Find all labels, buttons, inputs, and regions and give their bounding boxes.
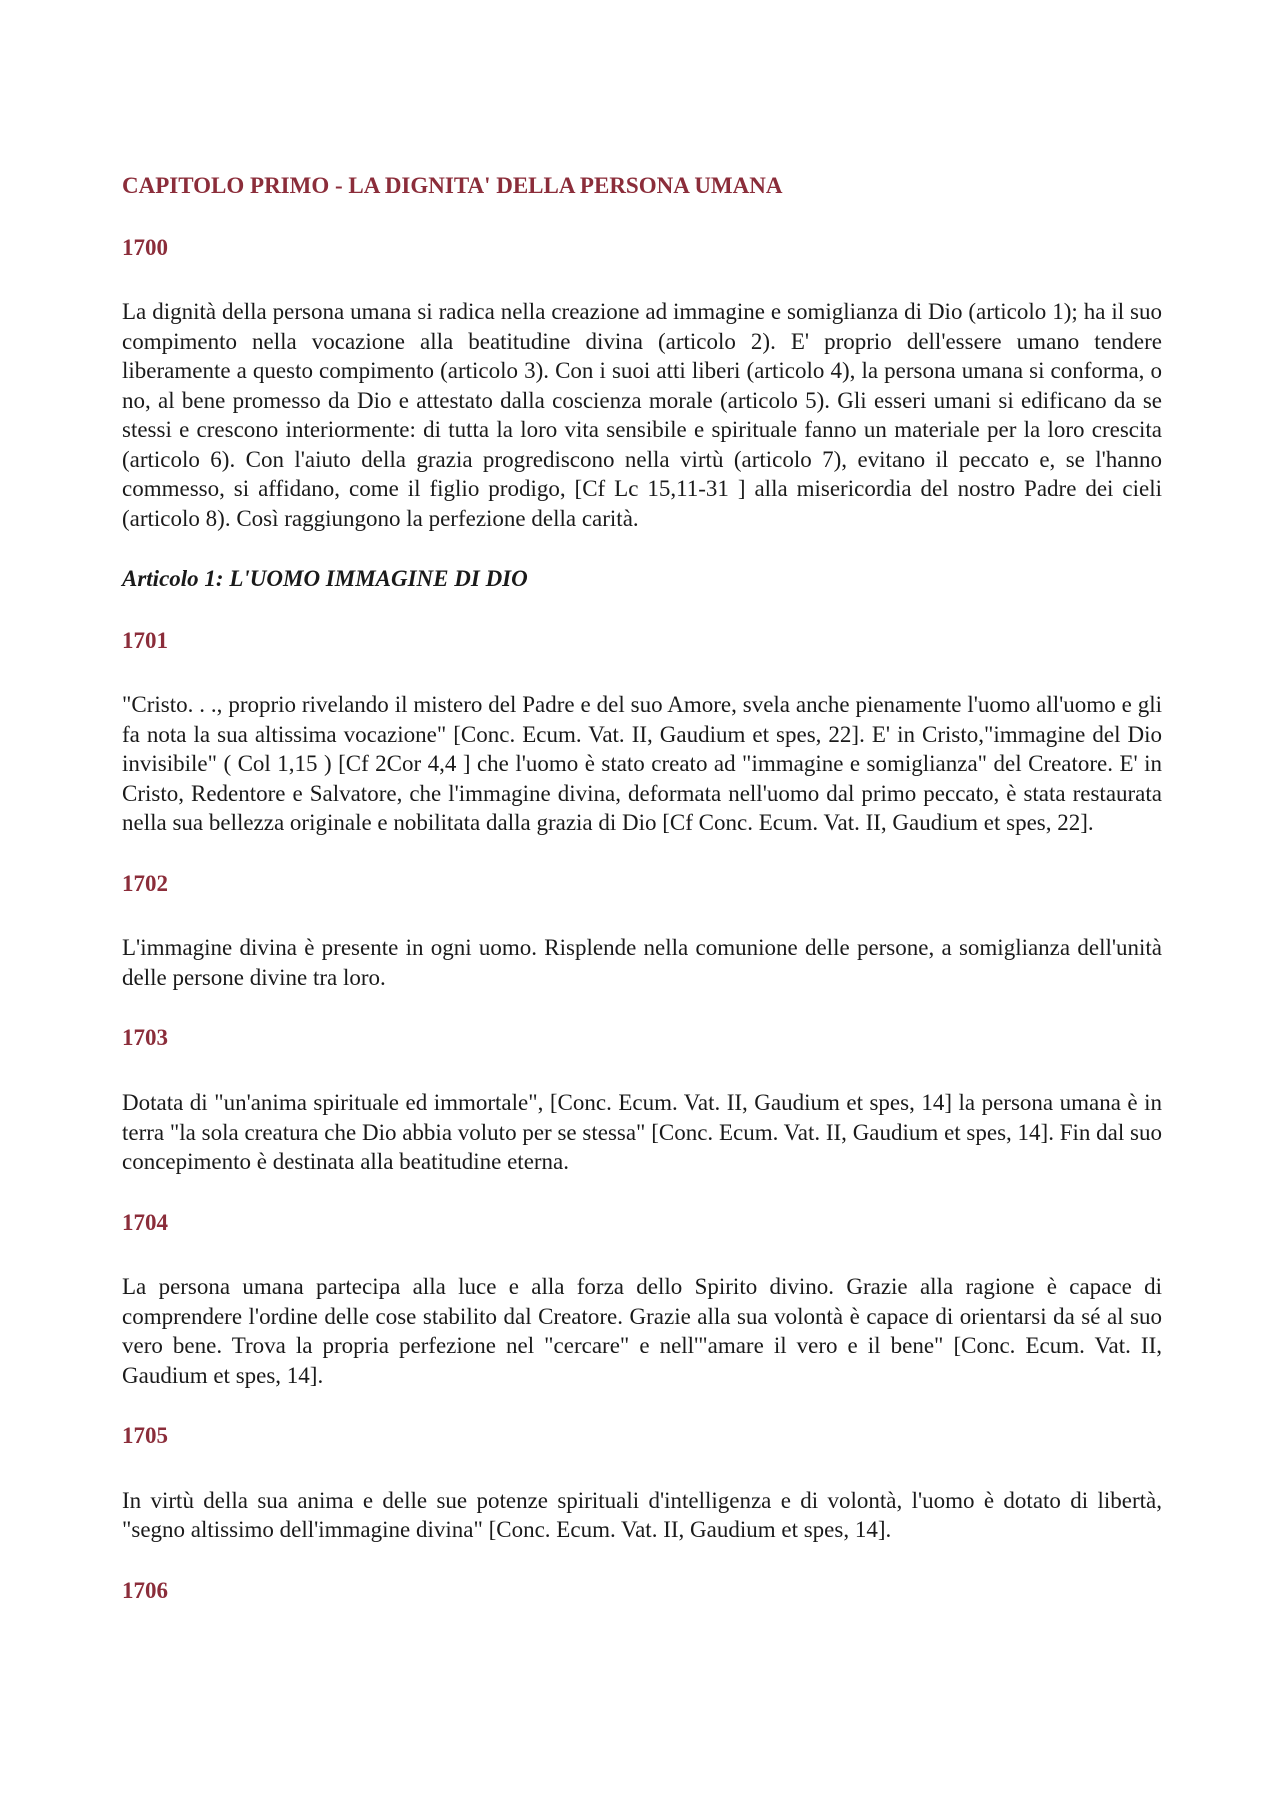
section-text-1703: Dotata di "un'anima spirituale ed immortale", [Conc. Ecum. Vat. II, Gaudium et spes, 14] la persona umana è in terra "la sola creatura che Dio abbia voluto per se stessa" [Conc. Ecum. Vat. II, Gaudium et spes, 14]. Fin dal suo concepimento è destinata alla beatitudine eterna. <box>122 1090 1162 1175</box>
section-number-1706: 1706 <box>122 1577 168 1603</box>
section-text-1702: L'immagine divina è presente in ogni uomo. Risplende nella comunione delle persone, a somiglianza dell'unità delle persone divine tra loro. <box>122 935 1162 990</box>
section-number-1700: 1700 <box>122 234 168 260</box>
section-number-1702: 1702 <box>122 870 168 896</box>
section-number-1705: 1705 <box>122 1423 168 1449</box>
document-page <box>122 172 1162 1640</box>
article-heading: Articolo 1: L'UOMO IMMAGINE DI DIO <box>122 566 528 592</box>
section-text-1704: La persona umana partecipa alla luce e alla forza dello Spirito divino. Grazie alla ragione è capace di comprendere l'ordine delle cose stabilito dal Creatore. Grazie alla sua volontà è capace di orientarsi da sé al suo vero bene. Trova la propria perfezione nel "cercare" e nell'"amare il vero e il bene" [Conc. Ecum. Vat. II, Gaudium et spes, 14]. <box>122 1274 1162 1388</box>
section-number-1704: 1704 <box>122 1209 168 1235</box>
section-text-1700: La dignità della persona umana si radica nella creazione ad immagine e somiglianza di Dio (articolo 1); ha il suo compimento nella vocazione alla beatitudine divina (articolo 2). E' proprio dell'essere umano tendere liberamente a questo compimento (articolo 3). Con i suoi atti liberi (articolo 4), la persona umana si conforma, o no, al bene promesso da Dio e attestato dalla coscienza morale (articolo 5). Gli esseri umani si edificano da se stessi e crescono interiormente: di tutta la loro vita sensibile e spirituale fanno un materiale per la loro crescita (articolo 6). Con l'aiuto della grazia progrediscono nella virtù (articolo 7), evitano il peccato e, se l'hanno commesso, si affidano, come il figlio prodigo, [Cf Lc 15,11-31 ] alla misericordia del nostro Padre dei cieli (articolo 8). Così raggiungono la perfezione della carità. <box>122 299 1162 531</box>
section-number-1701: 1701 <box>122 627 168 653</box>
section-number-1703: 1703 <box>122 1025 168 1051</box>
chapter-title: CAPITOLO PRIMO - LA DIGNITA' DELLA PERSONA UMANA <box>122 173 783 198</box>
section-text-1701: "Cristo. . ., proprio rivelando il mistero del Padre e del suo Amore, svela anche pienamente l'uomo all'uomo e gli fa nota la sua altissima vocazione" [Conc. Ecum. Vat. II, Gaudium et spes, 22]. E' in Cristo,"immagine del Dio invisibile" ( Col 1,15 ) [Cf 2Cor 4,4 ] che l'uomo è stato creato ad "immagine e somiglianza" del Creatore. E' in Cristo, Redentore e Salvatore, che l'immagine divina, deformata nell'uomo dal primo peccato, è stata restaurata nella sua bellezza originale e nobilitata dalla grazia di Dio [Cf Conc. Ecum. Vat. II, Gaudium et spes, 22]. <box>122 692 1162 836</box>
section-text-1705: In virtù della sua anima e delle sue potenze spirituali d'intelligenza e di volontà, l'uomo è dotato di libertà, "segno altissimo dell'immagine divina" [Conc. Ecum. Vat. II, Gaudium et spes, 14]. <box>122 1487 1162 1543</box>
